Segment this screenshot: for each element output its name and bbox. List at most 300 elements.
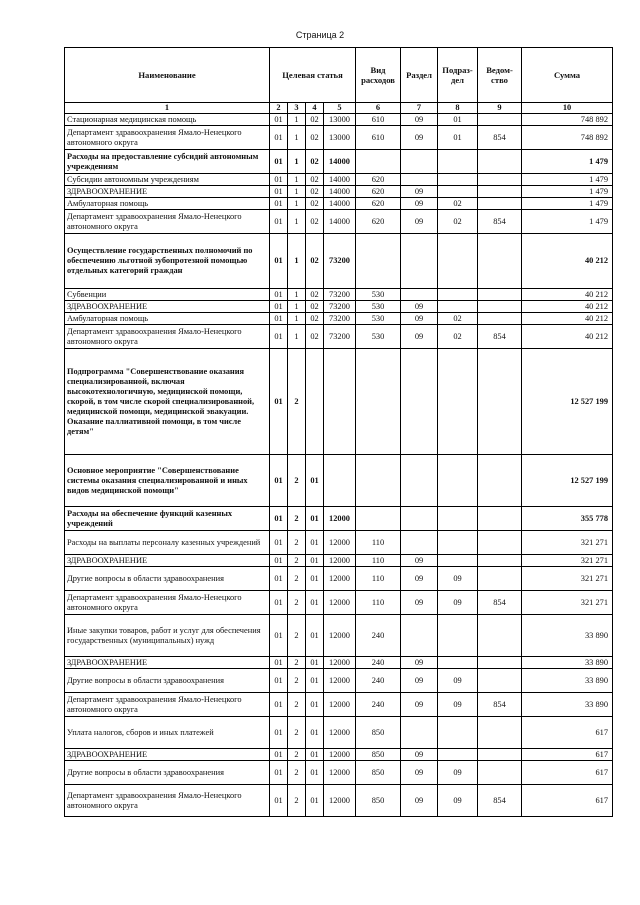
table-body — [65, 114, 613, 817]
amount: 1 479 — [522, 210, 613, 234]
code-subprogram: 2 — [288, 693, 306, 717]
table-row — [65, 325, 613, 349]
subsection-code — [438, 186, 478, 198]
code-subprogram: 1 — [288, 114, 306, 126]
code-direction: 13000 — [324, 126, 356, 150]
subsection-code: 02 — [438, 325, 478, 349]
expense-kind: 240 — [356, 657, 401, 669]
code-program: 01 — [270, 198, 288, 210]
row-name: Другие вопросы в области здравоохранения — [65, 567, 270, 591]
table-row — [65, 174, 613, 186]
code-event: 02 — [306, 114, 324, 126]
section-code: 09 — [401, 186, 438, 198]
code-subprogram: 1 — [288, 210, 306, 234]
col-number: 4 — [306, 103, 324, 114]
subsection-code — [438, 174, 478, 186]
code-subprogram: 2 — [288, 669, 306, 693]
col-number: 7 — [401, 103, 438, 114]
table-row — [65, 507, 613, 531]
code-direction: 14000 — [324, 198, 356, 210]
subsection-code — [438, 657, 478, 669]
code-program: 01 — [270, 186, 288, 198]
subsection-code — [438, 615, 478, 657]
department-code: 854 — [478, 126, 522, 150]
section-code — [401, 507, 438, 531]
department-code — [478, 349, 522, 455]
expense-kind: 530 — [356, 325, 401, 349]
code-subprogram: 1 — [288, 186, 306, 198]
expense-kind — [356, 349, 401, 455]
section-code: 09 — [401, 693, 438, 717]
row-name: Другие вопросы в области здравоохранения — [65, 669, 270, 693]
expense-kind — [356, 507, 401, 531]
subsection-code — [438, 749, 478, 761]
expense-kind: 620 — [356, 198, 401, 210]
amount: 1 479 — [522, 174, 613, 186]
col-number: 3 — [288, 103, 306, 114]
page-label: Страница 2 — [295, 30, 345, 40]
expense-kind: 240 — [356, 615, 401, 657]
subsection-code: 02 — [438, 313, 478, 325]
code-program: 01 — [270, 785, 288, 817]
row-name: Амбулаторная помощь — [65, 313, 270, 325]
code-program: 01 — [270, 313, 288, 325]
row-name: Уплата налогов, сборов и иных платежей — [65, 717, 270, 749]
code-direction: 73200 — [324, 325, 356, 349]
department-code — [478, 150, 522, 174]
amount: 33 890 — [522, 693, 613, 717]
amount: 321 271 — [522, 555, 613, 567]
code-event: 02 — [306, 313, 324, 325]
code-program: 01 — [270, 234, 288, 289]
code-subprogram: 2 — [288, 455, 306, 507]
code-event: 02 — [306, 186, 324, 198]
header-row — [65, 48, 613, 103]
code-event: 02 — [306, 150, 324, 174]
table-row — [65, 785, 613, 817]
header-dept: Ведом-ство — [478, 48, 522, 103]
code-direction: 12000 — [324, 531, 356, 555]
subsection-code — [438, 289, 478, 301]
section-code: 09 — [401, 567, 438, 591]
section-code: 09 — [401, 555, 438, 567]
row-name: Стационарная медицинская помощь — [65, 114, 270, 126]
amount: 12 527 199 — [522, 455, 613, 507]
code-event: 01 — [306, 693, 324, 717]
code-subprogram: 1 — [288, 289, 306, 301]
code-event: 01 — [306, 567, 324, 591]
col-number: 6 — [356, 103, 401, 114]
code-event: 01 — [306, 591, 324, 615]
code-event: 01 — [306, 717, 324, 749]
expense-kind: 620 — [356, 186, 401, 198]
row-name: Субсидии автономным учреждениям — [65, 174, 270, 186]
amount: 617 — [522, 717, 613, 749]
col-number: 8 — [438, 103, 478, 114]
header-kind: Вид расходов — [356, 48, 401, 103]
code-subprogram: 1 — [288, 174, 306, 186]
code-subprogram: 1 — [288, 198, 306, 210]
department-code: 854 — [478, 693, 522, 717]
section-code — [401, 349, 438, 455]
section-code — [401, 717, 438, 749]
code-direction: 14000 — [324, 210, 356, 234]
code-direction: 73200 — [324, 313, 356, 325]
code-subprogram: 1 — [288, 301, 306, 313]
expense-kind: 240 — [356, 693, 401, 717]
subsection-code: 02 — [438, 198, 478, 210]
subsection-code: 09 — [438, 669, 478, 693]
subsection-code — [438, 301, 478, 313]
code-direction — [324, 455, 356, 507]
expense-kind: 850 — [356, 785, 401, 817]
subsection-code: 09 — [438, 693, 478, 717]
department-code — [478, 313, 522, 325]
amount: 1 479 — [522, 150, 613, 174]
subsection-code: 02 — [438, 210, 478, 234]
code-direction: 14000 — [324, 174, 356, 186]
amount: 40 212 — [522, 289, 613, 301]
code-subprogram: 2 — [288, 717, 306, 749]
section-code: 09 — [401, 669, 438, 693]
code-subprogram: 1 — [288, 150, 306, 174]
code-event: 01 — [306, 531, 324, 555]
department-code — [478, 289, 522, 301]
code-event: 01 — [306, 785, 324, 817]
section-code — [401, 531, 438, 555]
expense-kind: 110 — [356, 591, 401, 615]
section-code — [401, 615, 438, 657]
code-event: 02 — [306, 210, 324, 234]
col-number: 10 — [522, 103, 613, 114]
expense-kind: 610 — [356, 114, 401, 126]
code-event: 02 — [306, 174, 324, 186]
code-direction: 12000 — [324, 615, 356, 657]
section-code — [401, 234, 438, 289]
subsection-code — [438, 531, 478, 555]
code-program: 01 — [270, 717, 288, 749]
code-event — [306, 349, 324, 455]
section-code: 09 — [401, 126, 438, 150]
code-program: 01 — [270, 669, 288, 693]
code-program: 01 — [270, 749, 288, 761]
code-program: 01 — [270, 507, 288, 531]
section-code: 09 — [401, 749, 438, 761]
table-row — [65, 114, 613, 126]
table-row — [65, 455, 613, 507]
table-row — [65, 349, 613, 455]
department-code — [478, 174, 522, 186]
row-name: Расходы на предоставление субсидий автономным учреждениям — [65, 150, 270, 174]
subsection-code: 01 — [438, 126, 478, 150]
table-row — [65, 150, 613, 174]
amount: 1 479 — [522, 186, 613, 198]
subsection-code — [438, 455, 478, 507]
code-subprogram: 2 — [288, 531, 306, 555]
department-code — [478, 761, 522, 785]
code-program: 01 — [270, 150, 288, 174]
table-row — [65, 186, 613, 198]
code-program: 01 — [270, 555, 288, 567]
department-code — [478, 749, 522, 761]
expense-kind: 110 — [356, 567, 401, 591]
row-name: Департамент здравоохранения Ямало-Ненецкого автономного округа — [65, 126, 270, 150]
row-name: Департамент здравоохранения Ямало-Ненецкого автономного округа — [65, 591, 270, 615]
code-event: 02 — [306, 234, 324, 289]
expense-kind: 850 — [356, 717, 401, 749]
row-name: Основное мероприятие "Совершенствование системы оказания специализированной и иных видов медицинской помощи" — [65, 455, 270, 507]
department-code — [478, 531, 522, 555]
col-number: 2 — [270, 103, 288, 114]
code-program: 01 — [270, 455, 288, 507]
row-name: ЗДРАВООХРАНЕНИЕ — [65, 749, 270, 761]
amount: 321 271 — [522, 591, 613, 615]
row-name: Расходы на выплаты персоналу казенных учреждений — [65, 531, 270, 555]
row-name: Иные закупки товаров, работ и услуг для обеспечения государственных (муниципальных) нужд — [65, 615, 270, 657]
amount: 40 212 — [522, 234, 613, 289]
budget-table — [64, 47, 613, 817]
section-code: 09 — [401, 114, 438, 126]
code-subprogram: 2 — [288, 349, 306, 455]
code-direction: 14000 — [324, 186, 356, 198]
row-name: Другие вопросы в области здравоохранения — [65, 761, 270, 785]
code-direction: 12000 — [324, 717, 356, 749]
code-subprogram: 2 — [288, 555, 306, 567]
section-code — [401, 455, 438, 507]
code-event: 01 — [306, 669, 324, 693]
code-subprogram: 1 — [288, 234, 306, 289]
row-name: ЗДРАВООХРАНЕНИЕ — [65, 555, 270, 567]
amount: 321 271 — [522, 567, 613, 591]
row-name: Субвенции — [65, 289, 270, 301]
code-program: 01 — [270, 531, 288, 555]
col-number: 1 — [65, 103, 270, 114]
expense-kind: 620 — [356, 210, 401, 234]
table-row — [65, 693, 613, 717]
code-event: 02 — [306, 126, 324, 150]
header-target: Целевая статья — [270, 48, 356, 103]
row-name: Департамент здравоохранения Ямало-Ненецкого автономного округа — [65, 210, 270, 234]
code-event: 02 — [306, 289, 324, 301]
row-name: Осуществление государственных полномочий по обеспечению льготной зубопротезной помощью отдельных категорий граждан — [65, 234, 270, 289]
department-code — [478, 717, 522, 749]
header-subsection: Подраз-дел — [438, 48, 478, 103]
code-event: 01 — [306, 615, 324, 657]
table-row — [65, 531, 613, 555]
code-direction: 12000 — [324, 749, 356, 761]
department-code — [478, 114, 522, 126]
subsection-code — [438, 349, 478, 455]
table-row — [65, 301, 613, 313]
code-direction — [324, 349, 356, 455]
row-name: Подпрограмма "Совершенствование оказания специализированной, включая высокотехнологичную, медицинской помощи, скорой, в том числе скорой специализированной, медицинской помощи, медицинской эвакуации. Оказание паллиативной помощи, в том числе детям" — [65, 349, 270, 455]
expense-kind: 620 — [356, 174, 401, 186]
code-program: 01 — [270, 657, 288, 669]
row-name: Расходы на обеспечение функций казенных учреждений — [65, 507, 270, 531]
subsection-code: 09 — [438, 591, 478, 615]
amount: 1 479 — [522, 198, 613, 210]
code-program: 01 — [270, 174, 288, 186]
amount: 617 — [522, 761, 613, 785]
subsection-code: 09 — [438, 567, 478, 591]
subsection-code: 01 — [438, 114, 478, 126]
code-program: 01 — [270, 114, 288, 126]
department-code — [478, 234, 522, 289]
header-section: Раздел — [401, 48, 438, 103]
row-name: Департамент здравоохранения Ямало-Ненецкого автономного округа — [65, 325, 270, 349]
department-code — [478, 186, 522, 198]
department-code — [478, 301, 522, 313]
amount: 617 — [522, 785, 613, 817]
col-number: 5 — [324, 103, 356, 114]
code-program: 01 — [270, 325, 288, 349]
code-program: 01 — [270, 567, 288, 591]
section-code — [401, 174, 438, 186]
code-event: 02 — [306, 301, 324, 313]
expense-kind — [356, 234, 401, 289]
expense-kind: 530 — [356, 313, 401, 325]
section-code: 09 — [401, 325, 438, 349]
row-name: ЗДРАВООХРАНЕНИЕ — [65, 301, 270, 313]
code-program: 01 — [270, 301, 288, 313]
subsection-code — [438, 150, 478, 174]
amount: 33 890 — [522, 657, 613, 669]
table-row — [65, 717, 613, 749]
code-direction: 13000 — [324, 114, 356, 126]
code-subprogram: 1 — [288, 313, 306, 325]
department-code: 854 — [478, 785, 522, 817]
amount: 33 890 — [522, 615, 613, 657]
amount: 12 527 199 — [522, 349, 613, 455]
header-name: Наименование — [65, 48, 270, 103]
department-code — [478, 567, 522, 591]
table-row — [65, 198, 613, 210]
table-row — [65, 289, 613, 301]
expense-kind: 610 — [356, 126, 401, 150]
amount: 748 892 — [522, 126, 613, 150]
code-event: 02 — [306, 325, 324, 349]
section-code — [401, 150, 438, 174]
department-code — [478, 198, 522, 210]
code-subprogram: 1 — [288, 126, 306, 150]
subsection-code — [438, 234, 478, 289]
code-subprogram: 2 — [288, 507, 306, 531]
expense-kind: 850 — [356, 761, 401, 785]
subsection-code: 09 — [438, 785, 478, 817]
code-program: 01 — [270, 126, 288, 150]
table-row — [65, 657, 613, 669]
expense-kind: 110 — [356, 531, 401, 555]
row-name: ЗДРАВООХРАНЕНИЕ — [65, 657, 270, 669]
expense-kind: 850 — [356, 749, 401, 761]
code-program: 01 — [270, 591, 288, 615]
code-direction: 12000 — [324, 693, 356, 717]
code-direction: 12000 — [324, 567, 356, 591]
table-row — [65, 669, 613, 693]
code-subprogram: 2 — [288, 657, 306, 669]
table-row — [65, 313, 613, 325]
col-number: 9 — [478, 103, 522, 114]
row-name: Амбулаторная помощь — [65, 198, 270, 210]
amount: 321 271 — [522, 531, 613, 555]
table-row — [65, 615, 613, 657]
code-event: 01 — [306, 555, 324, 567]
expense-kind: 530 — [356, 289, 401, 301]
code-subprogram: 2 — [288, 615, 306, 657]
code-event: 01 — [306, 749, 324, 761]
code-direction: 12000 — [324, 669, 356, 693]
department-code — [478, 555, 522, 567]
amount: 33 890 — [522, 669, 613, 693]
section-code: 09 — [401, 761, 438, 785]
code-event: 02 — [306, 198, 324, 210]
department-code — [478, 615, 522, 657]
section-code — [401, 289, 438, 301]
subsection-code — [438, 717, 478, 749]
amount: 748 892 — [522, 114, 613, 126]
code-event: 01 — [306, 657, 324, 669]
department-code: 854 — [478, 210, 522, 234]
department-code: 854 — [478, 325, 522, 349]
amount: 617 — [522, 749, 613, 761]
section-code: 09 — [401, 785, 438, 817]
row-name: Департамент здравоохранения Ямало-Ненецкого автономного округа — [65, 785, 270, 817]
code-subprogram: 2 — [288, 761, 306, 785]
amount: 40 212 — [522, 301, 613, 313]
subsection-code: 09 — [438, 761, 478, 785]
code-event: 01 — [306, 507, 324, 531]
department-code — [478, 669, 522, 693]
code-program: 01 — [270, 289, 288, 301]
code-program: 01 — [270, 693, 288, 717]
code-subprogram: 2 — [288, 591, 306, 615]
header-sum: Сумма — [522, 48, 613, 103]
code-direction: 12000 — [324, 507, 356, 531]
table-row — [65, 761, 613, 785]
table-row — [65, 210, 613, 234]
section-code: 09 — [401, 313, 438, 325]
department-code: 854 — [478, 591, 522, 615]
code-program: 01 — [270, 349, 288, 455]
code-program: 01 — [270, 210, 288, 234]
section-code: 09 — [401, 210, 438, 234]
code-program: 01 — [270, 615, 288, 657]
code-subprogram: 1 — [288, 325, 306, 349]
table-row — [65, 234, 613, 289]
code-direction: 12000 — [324, 785, 356, 817]
code-event: 01 — [306, 761, 324, 785]
code-direction: 73200 — [324, 301, 356, 313]
code-direction: 12000 — [324, 555, 356, 567]
code-direction: 12000 — [324, 761, 356, 785]
code-direction: 12000 — [324, 657, 356, 669]
expense-kind — [356, 150, 401, 174]
code-event: 01 — [306, 455, 324, 507]
table-row — [65, 591, 613, 615]
row-name: ЗДРАВООХРАНЕНИЕ — [65, 186, 270, 198]
subsection-code — [438, 507, 478, 531]
section-code: 09 — [401, 657, 438, 669]
row-name: Департамент здравоохранения Ямало-Ненецкого автономного округа — [65, 693, 270, 717]
code-subprogram: 2 — [288, 785, 306, 817]
amount: 355 778 — [522, 507, 613, 531]
section-code: 09 — [401, 198, 438, 210]
section-code: 09 — [401, 591, 438, 615]
expense-kind — [356, 455, 401, 507]
section-code: 09 — [401, 301, 438, 313]
code-direction: 12000 — [324, 591, 356, 615]
table-row — [65, 749, 613, 761]
